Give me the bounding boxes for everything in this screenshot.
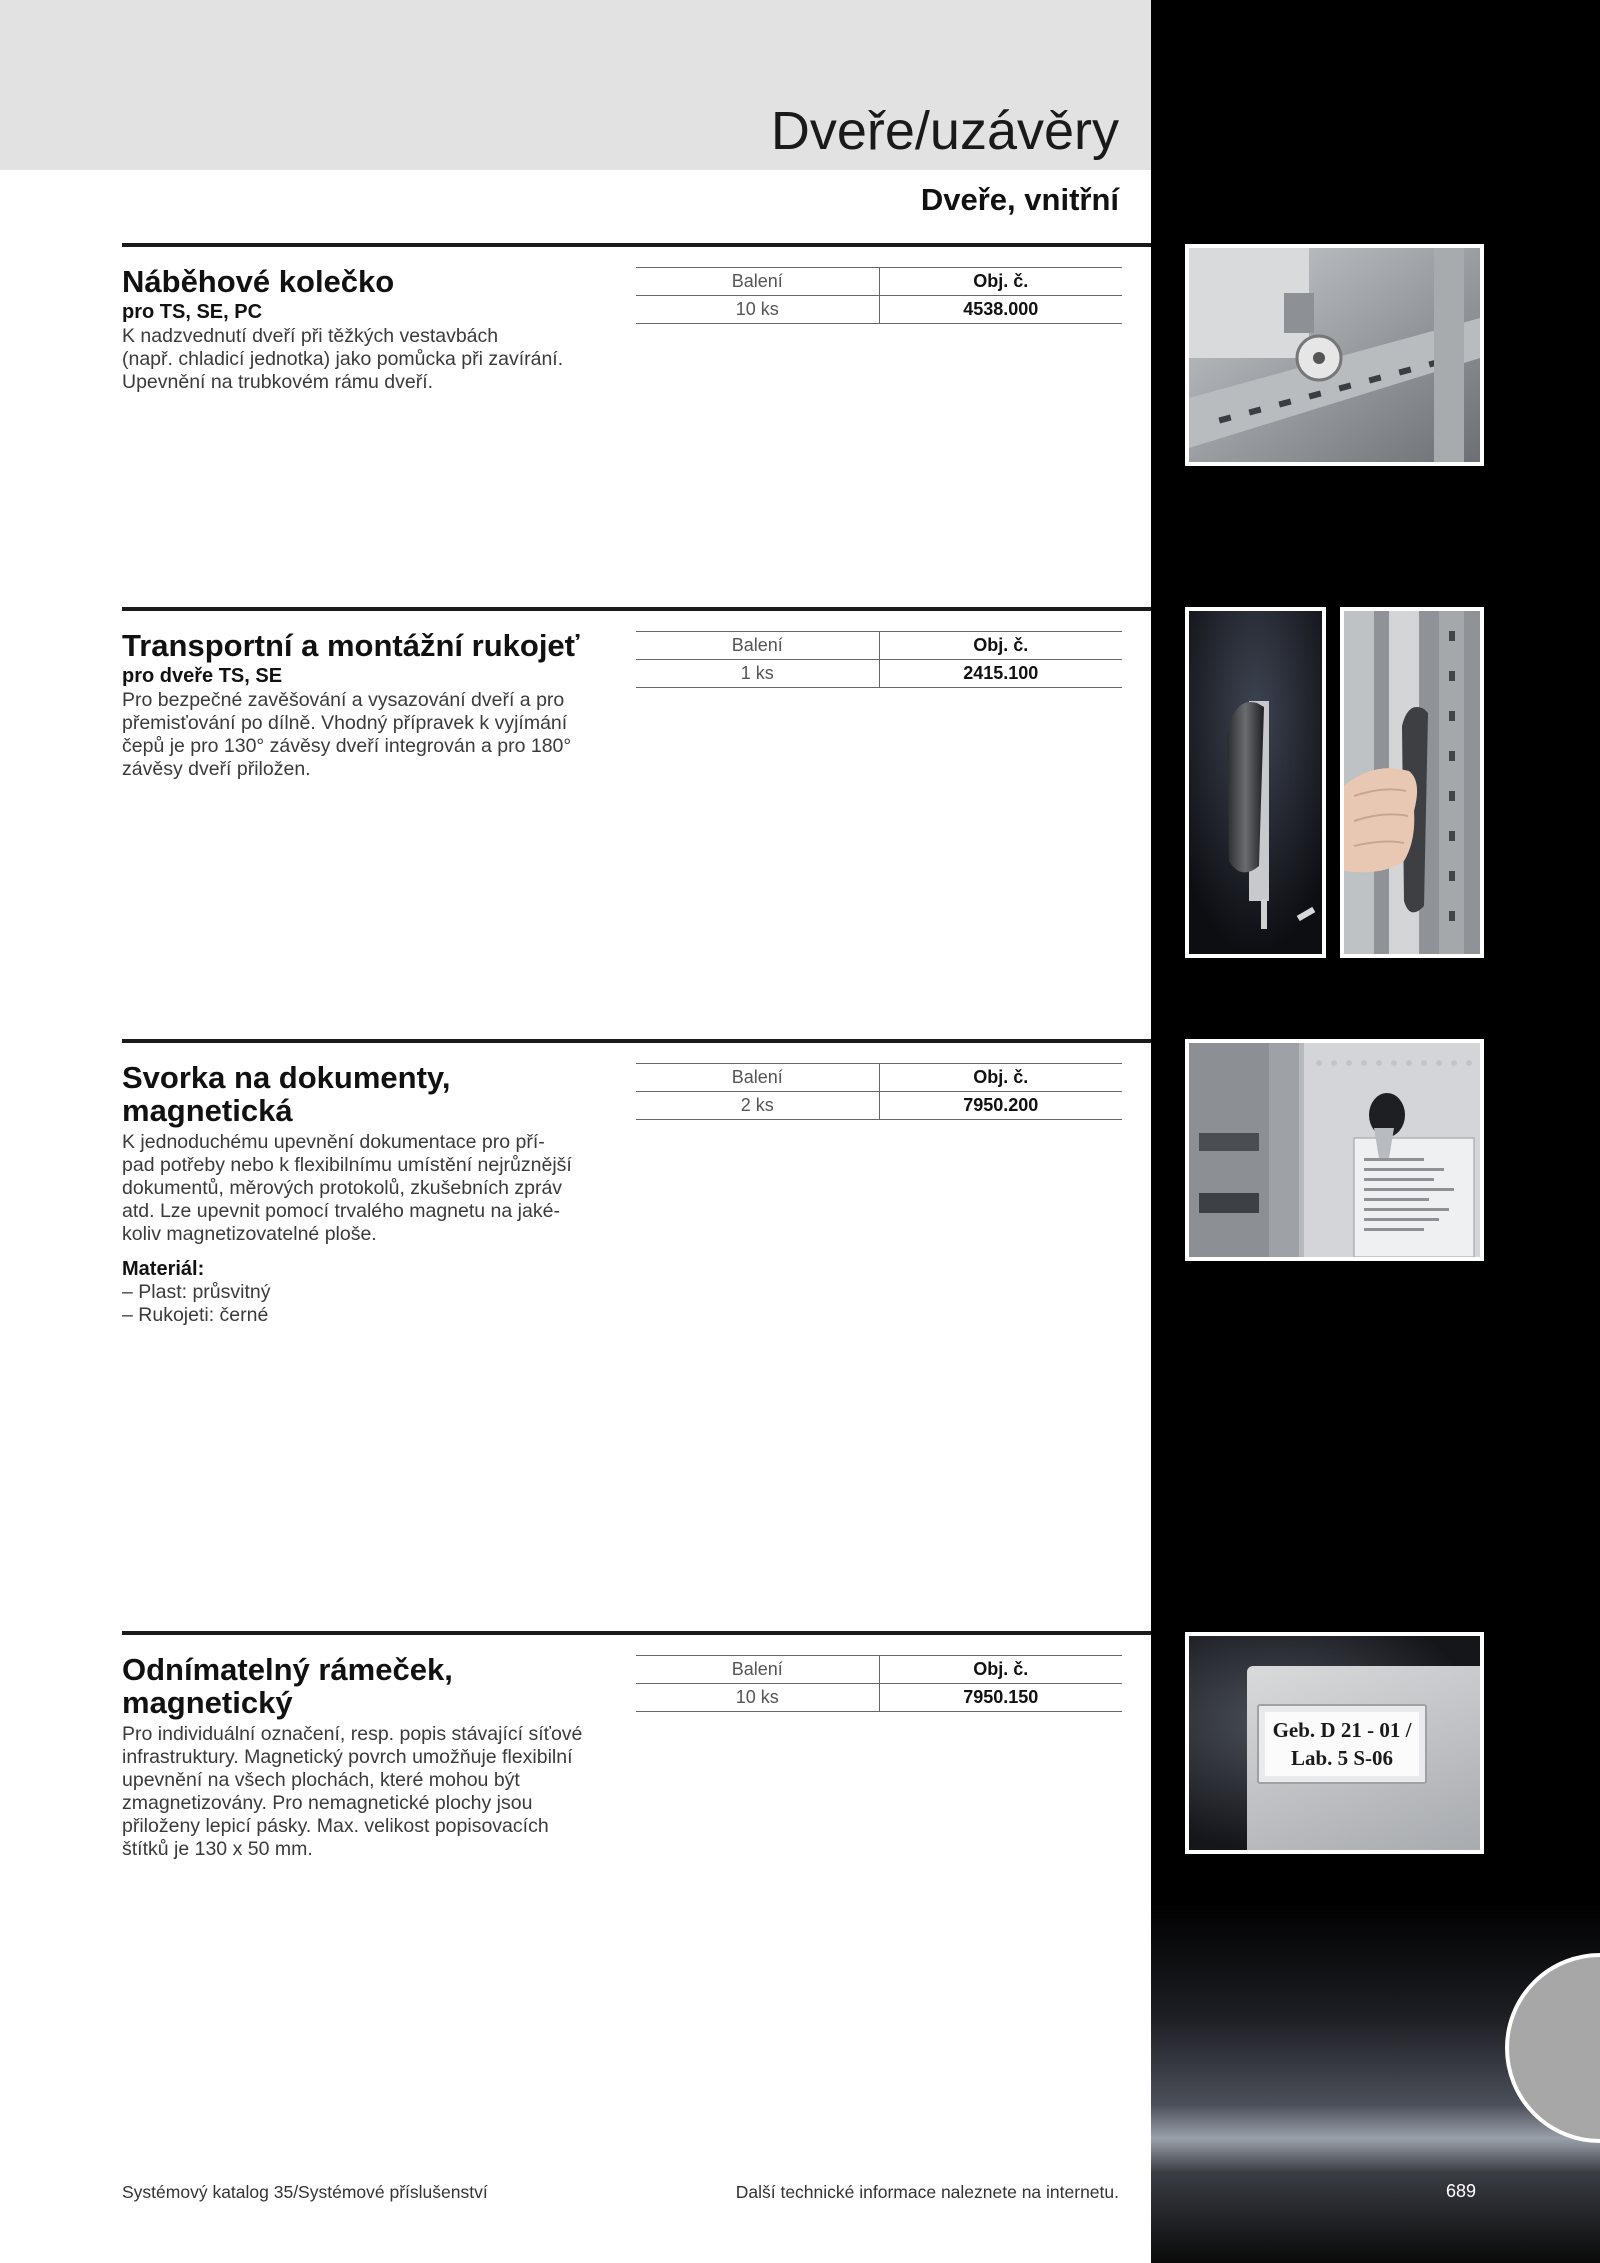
label-line: Geb. D 21 - 01 / <box>1272 1718 1412 1742</box>
product-description: Pro bezpečné zavěšování a vysazování dveří a pro přemisťování po dílně. Vhodný přípravek k vyjímání čepů je pro 130° závěsy dveří integrován a pro 180° závěsy dveří přiložen. <box>122 689 572 780</box>
product-title: Náběhové kolečko <box>122 264 395 299</box>
footer-catalog-name: Systémový katalog 35/Systémové příslušenství <box>122 2182 488 2202</box>
product-title: Transportní a montážní rukojeť <box>122 628 580 663</box>
order-number-header: Obj. č. <box>879 1064 1122 1092</box>
product-section <box>122 1039 1151 1629</box>
material-item: – Plast: průsvitný <box>122 1281 271 1303</box>
wheel-illustration <box>1189 248 1480 462</box>
order-number: 7950.150 <box>879 1684 1122 1712</box>
handle-in-use-illustration <box>1344 611 1480 954</box>
material-label: Materiál: <box>122 1258 205 1280</box>
packaging-value: 1 ks <box>636 660 879 688</box>
packaging-header: Balení <box>636 632 879 660</box>
order-number-header: Obj. č. <box>879 1656 1122 1684</box>
spec-table <box>636 631 1122 688</box>
packaging-value: 10 ks <box>636 1684 879 1712</box>
product-description: K jednoduchému upevnění dokumentace pro pří- pad potřeby nebo k flexibilnímu umístění nejrůznější dokumentů, měrových protokolů, zkušebních zpráv atd. Lze upevnit pomocí trvalého magnetu na jaké- koliv magnetizovatelné ploše. <box>122 1131 572 1245</box>
document-clip-illustration <box>1189 1043 1480 1257</box>
spec-table <box>636 1655 1122 1712</box>
label-line: Lab. 5 S-06 <box>1290 1746 1394 1770</box>
product-description: Pro individuální označení, resp. popis stávající síťové infrastruktury. Magnetický povrch umožňuje flexibilní upevnění na všech plochách, které mohou být zmagnetizovány. Pro nemagnetické plochy jsou přiloženy lepicí pásky. Max. velikost popisovacích štítků je 130 x 50 mm. <box>122 1723 583 1860</box>
packaging-value: 10 ks <box>636 296 879 324</box>
product-photo-document-clip <box>1185 1039 1484 1261</box>
product-title: Svorka na dokumenty, magnetická <box>122 1060 451 1128</box>
label-card <box>1265 1712 1419 1776</box>
product-subtitle: pro TS, SE, PC <box>122 301 263 323</box>
order-number: 2415.100 <box>879 660 1122 688</box>
product-photo-wheel <box>1185 244 1484 466</box>
product-photo-label-frame <box>1185 1632 1484 1854</box>
material-item: – Rukojeti: černé <box>122 1304 269 1326</box>
packaging-header: Balení <box>636 1064 879 1092</box>
packaging-header: Balení <box>636 268 879 296</box>
page-subtitle: Dveře, vnitřní <box>920 182 1119 217</box>
product-subtitle: pro dveře TS, SE <box>122 665 283 687</box>
product-title: Odnímatelný rámeček, magnetický <box>122 1652 453 1720</box>
packaging-header: Balení <box>636 1656 879 1684</box>
page-number: 689 <box>1446 2181 1477 2201</box>
order-number-header: Obj. č. <box>879 268 1122 296</box>
product-section <box>122 607 1151 1037</box>
order-number: 7950.200 <box>879 1092 1122 1120</box>
spec-table <box>636 1063 1122 1120</box>
footer-info: Další technické informace naleznete na internetu. <box>735 2182 1119 2202</box>
product-photo-handle-in-use <box>1340 607 1484 958</box>
product-description: K nadzvednutí dveří při těžkých vestavbách (např. chladicí jednotka) jako pomůcka při zavírání. Upevnění na trubkovém rámu dveří. <box>122 325 564 393</box>
product-section <box>122 1631 1151 2131</box>
product-section <box>122 243 1151 603</box>
spec-table <box>636 267 1122 324</box>
order-number: 4538.000 <box>879 296 1122 324</box>
packaging-value: 2 ks <box>636 1092 879 1120</box>
handle-illustration <box>1189 611 1322 954</box>
order-number-header: Obj. č. <box>879 632 1122 660</box>
page-title: Dveře/uzávěry <box>770 101 1119 161</box>
product-photo-handle <box>1185 607 1326 958</box>
